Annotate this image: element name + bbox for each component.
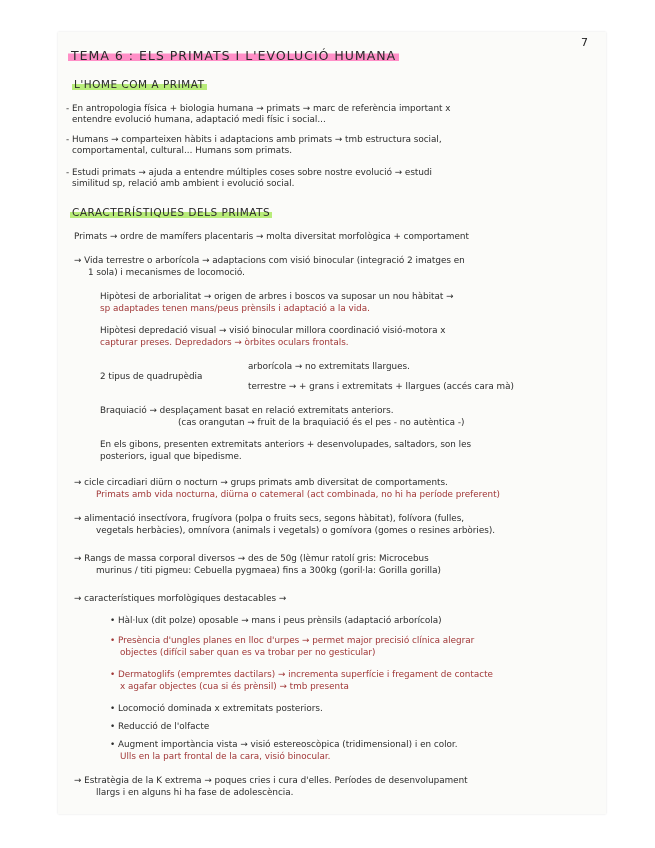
text-line: - En antropologia física + biologia humana → primats → marc de referència important x	[66, 104, 451, 114]
list-item: • Reducció de l'olfacte	[110, 722, 210, 732]
page-title: TEMA 6 : ELS PRIMATS I L'EVOLUCIÓ HUMANA	[68, 48, 399, 63]
text-line: - Estudi primats → ajuda a entendre múltiples coses sobre nostre evolució → estudi	[66, 168, 432, 178]
text-line: 1 sola) i mecanismes de locomoció.	[88, 268, 245, 278]
list-item-continuation: x agafar objectes (cua si és prènsil) → tmb presenta	[120, 682, 349, 692]
text-line: - Humans → comparteixen hàbits i adaptacions amb primats → tmb estructura social,	[66, 135, 442, 145]
text-line: → característiques morfològiques destacables →	[74, 594, 287, 604]
text-line: (cas orangutan → fruit de la braquiació és el pes - no autèntica -)	[178, 418, 465, 428]
text-line: En els gibons, presenten extremitats anteriors + desenvolupades, saltadors, son les	[100, 440, 472, 450]
text-line: murinus / titi pigmeu: Cebuella pygmaea) fins a 300kg (goril·la: Gorilla gorilla)	[96, 566, 441, 576]
text-line: arborícola → no extremitats llargues.	[248, 362, 410, 372]
text-line: entendre evolució humana, adaptació medi físic i social...	[72, 115, 326, 125]
list-item-continuation: Ulls en la part frontal de la cara, visió binocular.	[120, 752, 331, 762]
text-line: → alimentació insectívora, frugívora (polpa o fruits secs, segons hàbitat), folívora (fulles,	[74, 514, 465, 524]
list-item: • Augment importància vista → visió estereoscòpica (tridimensional) i en color.	[110, 740, 458, 750]
text-line: → Rangs de massa corporal diversos → des de 50g (lèmur ratolí gris: Microcebus	[74, 554, 429, 564]
text-line: Hipòtesi depredació visual → visió binocular millora coordinació visió-motora x	[100, 326, 446, 336]
section-heading: L'HOME COM A PRIMAT	[74, 79, 205, 91]
text-line: posteriors, igual que bipedisme.	[100, 452, 242, 462]
text-line: similitud sp, relació amb ambient i evolució social.	[72, 179, 295, 189]
section-heading: CARACTERÍSTIQUES DELS PRIMATS	[72, 207, 271, 219]
text-line: sp adaptades tenen mans/peus prènsils i adaptació a la vida.	[100, 304, 370, 314]
list-item: • Dermatoglifs (empremtes dactilars) → incrementa superfície i fregament de contacte	[110, 670, 493, 680]
text-line: Hipòtesi de arborialitat → origen de arbres i boscos va suposar un nou hàbitat →	[100, 292, 454, 302]
text-line: llargs i en alguns hi ha fase de adolescència.	[96, 788, 294, 798]
text-line: → cicle circadiari diürn o nocturn → grups primats amb diversitat de comportaments.	[74, 478, 448, 488]
text-line: → Vida terrestre o arborícola → adaptacions com visió binocular (integració 2 imatges en	[74, 256, 465, 266]
text-line: Primats → ordre de mamífers placentaris → molta diversitat morfològica + comportament	[74, 232, 469, 242]
list-item: • Hàl·lux (dit polze) oposable → mans i peus prènsils (adaptació arborícola)	[110, 616, 442, 626]
text-line: Braquiació → desplaçament basat en relació extremitats anteriors.	[100, 406, 394, 416]
list-item: • Locomoció dominada x extremitats posteriors.	[110, 704, 323, 714]
text-line: vegetals herbàcies), omnívora (animals i vegetals) o gomívora (gomes o resines arbòries).	[96, 526, 496, 536]
text-line: capturar preses. Depredadors → òrbites oculars frontals.	[100, 338, 349, 348]
text-line: 2 tipus de quadrupèdia	[100, 372, 203, 382]
text-line: terrestre → + grans i extremitats + llargues (accés cara mà)	[248, 382, 514, 392]
text-line: Primats amb vida nocturna, diürna o catemeral (act combinada, no hi ha període preferent)	[96, 490, 500, 500]
list-item: • Presència d'ungles planes en lloc d'urpes → permet major precisió clínica alegrar	[110, 636, 475, 646]
page-number: 7	[581, 36, 588, 49]
list-item-continuation: objectes (difícil saber quan es va trobar per no gesticular)	[120, 648, 376, 658]
text-line: comportamental, cultural... Humans som primats.	[72, 146, 293, 156]
text-line: → Estratègia de la K extrema → poques cries i cura d'elles. Períodes de desenvolupament	[74, 776, 468, 786]
notebook-page	[58, 32, 606, 814]
